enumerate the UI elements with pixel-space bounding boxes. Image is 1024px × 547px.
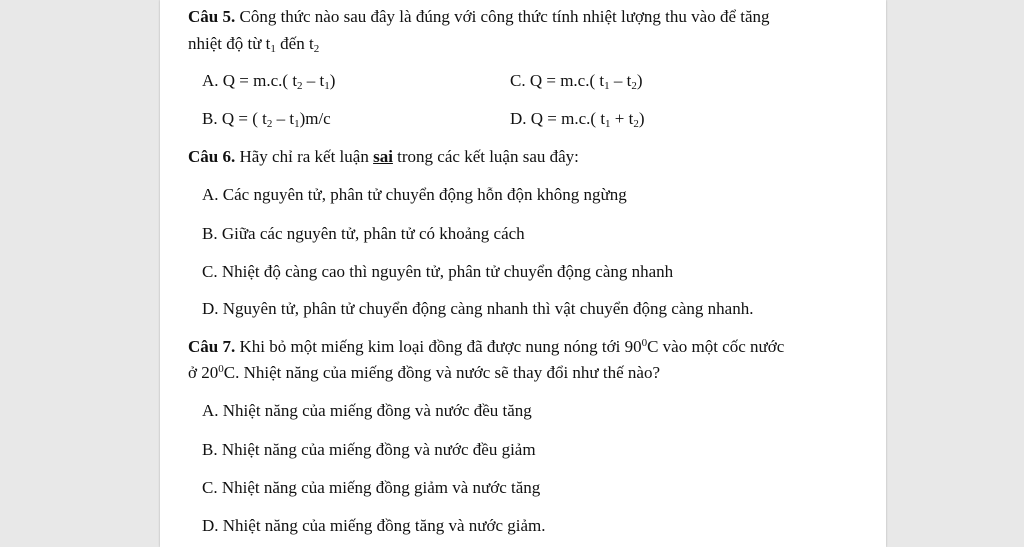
question-6-option-a: A. Các nguyên tử, phân tử chuyển động hỗn độn không ngừng	[202, 185, 627, 204]
question-5-text-2b: đến t	[275, 34, 314, 53]
question-6-underlined-word: sai	[373, 147, 393, 166]
option-d-sub2: 2	[633, 118, 639, 130]
question-5-line-1	[188, 6, 770, 28]
superscript-degree-1: 0	[641, 337, 648, 349]
question-6-text-post: trong các kết luận sau đây:	[392, 147, 579, 166]
option-d-post: )	[638, 109, 645, 128]
question-7-line-2	[188, 362, 660, 384]
superscript-degree-2: 0	[218, 363, 224, 375]
question-7-text-1a: Khi bỏ một miếng kim loại đồng đã được nung nóng tới 90	[235, 337, 642, 356]
option-c-sub1: 1	[604, 80, 610, 92]
question-7-option-a: A. Nhiệt năng của miếng đồng và nước đều tăng	[202, 401, 532, 420]
question-5-option-b	[202, 108, 331, 130]
left-margin-area	[0, 0, 160, 547]
option-a-sub1: 2	[297, 80, 303, 92]
subscript-2: 2	[313, 43, 320, 55]
option-b-mid: – t	[272, 109, 295, 128]
question-6-text-pre: Hãy chỉ ra kết luận	[235, 147, 374, 166]
question-5-text-2a: nhiệt độ từ t	[188, 34, 271, 53]
option-a-post: )	[329, 71, 336, 90]
question-5-line-2	[188, 33, 319, 55]
option-b-pre: B. Q = ( t	[202, 109, 267, 128]
option-b-post: )m/c	[299, 109, 331, 128]
option-a-sub2: 1	[324, 80, 330, 92]
option-c-sub2: 2	[631, 80, 637, 92]
option-c-post: )	[636, 71, 643, 90]
question-7-text-2b: C. Nhiệt năng của miếng đồng và nước sẽ thay đổi như thế nào?	[223, 363, 661, 382]
question-7-text-1b: C vào một cốc nước	[647, 337, 785, 356]
option-d-mid: + t	[610, 109, 634, 128]
option-d-pre: D. Q = m.c.( t	[510, 109, 606, 128]
option-d-sub1: 1	[605, 118, 611, 130]
question-7-text-2a: ở 20	[188, 363, 219, 382]
right-margin-area	[886, 0, 1024, 547]
question-6-option-d: D. Nguyên tử, phân tử chuyển động càng nhanh thì vật chuyển động càng nhanh.	[202, 299, 754, 318]
question-7-option-c: C. Nhiệt năng của miếng đồng giảm và nước tăng	[202, 478, 541, 497]
question-6-line	[188, 146, 579, 168]
question-5-text-1: Công thức nào sau đây là đúng với công thức tính nhiệt lượng thu vào để tăng	[235, 7, 770, 26]
option-b-sub1: 2	[266, 118, 273, 130]
option-c-mid: – t	[609, 71, 632, 90]
question-7-line-1	[188, 336, 784, 358]
question-7-option-d: D. Nhiệt năng của miếng đồng tăng và nước giảm.	[202, 516, 546, 535]
document-page	[160, 0, 886, 547]
question-5-option-d	[510, 108, 645, 130]
subscript-1: 1	[270, 43, 276, 55]
question-7-label: Câu 7.	[188, 337, 236, 356]
option-c-pre: C. Q = m.c.( t	[510, 71, 605, 90]
question-5-label: Câu 5.	[188, 7, 236, 26]
question-6-option-b: B. Giữa các nguyên tử, phân tử có khoảng cách	[202, 224, 525, 243]
question-7-option-b: B. Nhiệt năng của miếng đồng và nước đều giảm	[202, 440, 536, 459]
question-6-option-c: C. Nhiệt độ càng cao thì nguyên tử, phân tử chuyển động càng nhanh	[202, 262, 674, 281]
option-a-pre: A. Q = m.c.( t	[202, 71, 298, 90]
option-a-mid: – t	[302, 71, 325, 90]
option-b-sub2: 1	[294, 118, 300, 130]
question-6-label: Câu 6.	[188, 147, 236, 166]
question-5-option-c	[510, 70, 643, 92]
question-5-option-a	[202, 70, 335, 92]
